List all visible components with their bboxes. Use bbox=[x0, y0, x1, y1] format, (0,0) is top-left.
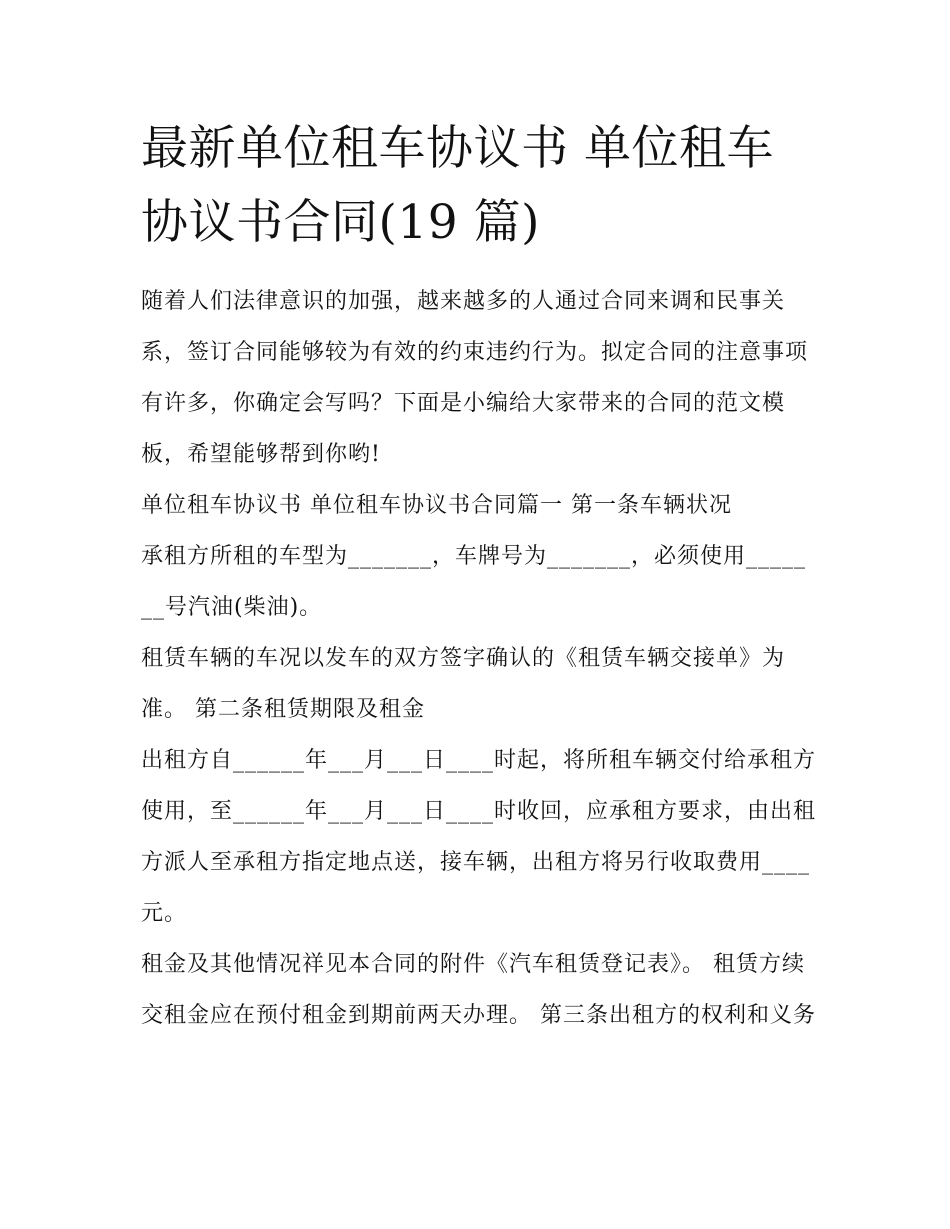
vehicle-handover-paragraph: 租赁车辆的车况以发车的双方签字确认的《租赁车辆交接单》为准。 第二条租赁期限及租金 bbox=[141, 646, 786, 722]
section-heading-vehicle-condition: 单位租车协议书 单位租车协议书合同篇一 第一条车辆状况 bbox=[141, 493, 732, 518]
document-title-line-1: 最新单位租车协议书 单位租车 bbox=[141, 121, 774, 176]
document-title-line-2: 协议书合同(19 篇) bbox=[141, 195, 540, 250]
rent-details-paragraph: 租金及其他情况祥见本合同的附件《汽车租赁登记表》。 租赁方续交租金应在预付租金到期前两天办理。 第三条出租方的权利和义务 bbox=[141, 952, 816, 1028]
vehicle-type-paragraph: 承租方所租的车型为_______，车牌号为_______，必须使用_______号汽油(柴油)。 bbox=[141, 544, 807, 620]
intro-paragraph: 随着人们法律意识的加强，越来越多的人通过合同来调和民事关系，签订合同能够较为有效的约束违约行为。拟定合同的注意事项有许多，你确定会写吗？下面是小编给大家带来的合同的范文模板，希望能够帮到你哟! bbox=[141, 289, 809, 467]
document-body bbox=[141, 276, 817, 1041]
lease-period-paragraph: 出租方自______年___月___日____时起，将所租车辆交付给承租方使用，至______年___月___日____时收回，应承租方要求，由出租方派人至承租方指定地点送，接车辆，出租方将另行收取费用____元。 bbox=[141, 748, 817, 926]
document-title bbox=[141, 112, 821, 260]
